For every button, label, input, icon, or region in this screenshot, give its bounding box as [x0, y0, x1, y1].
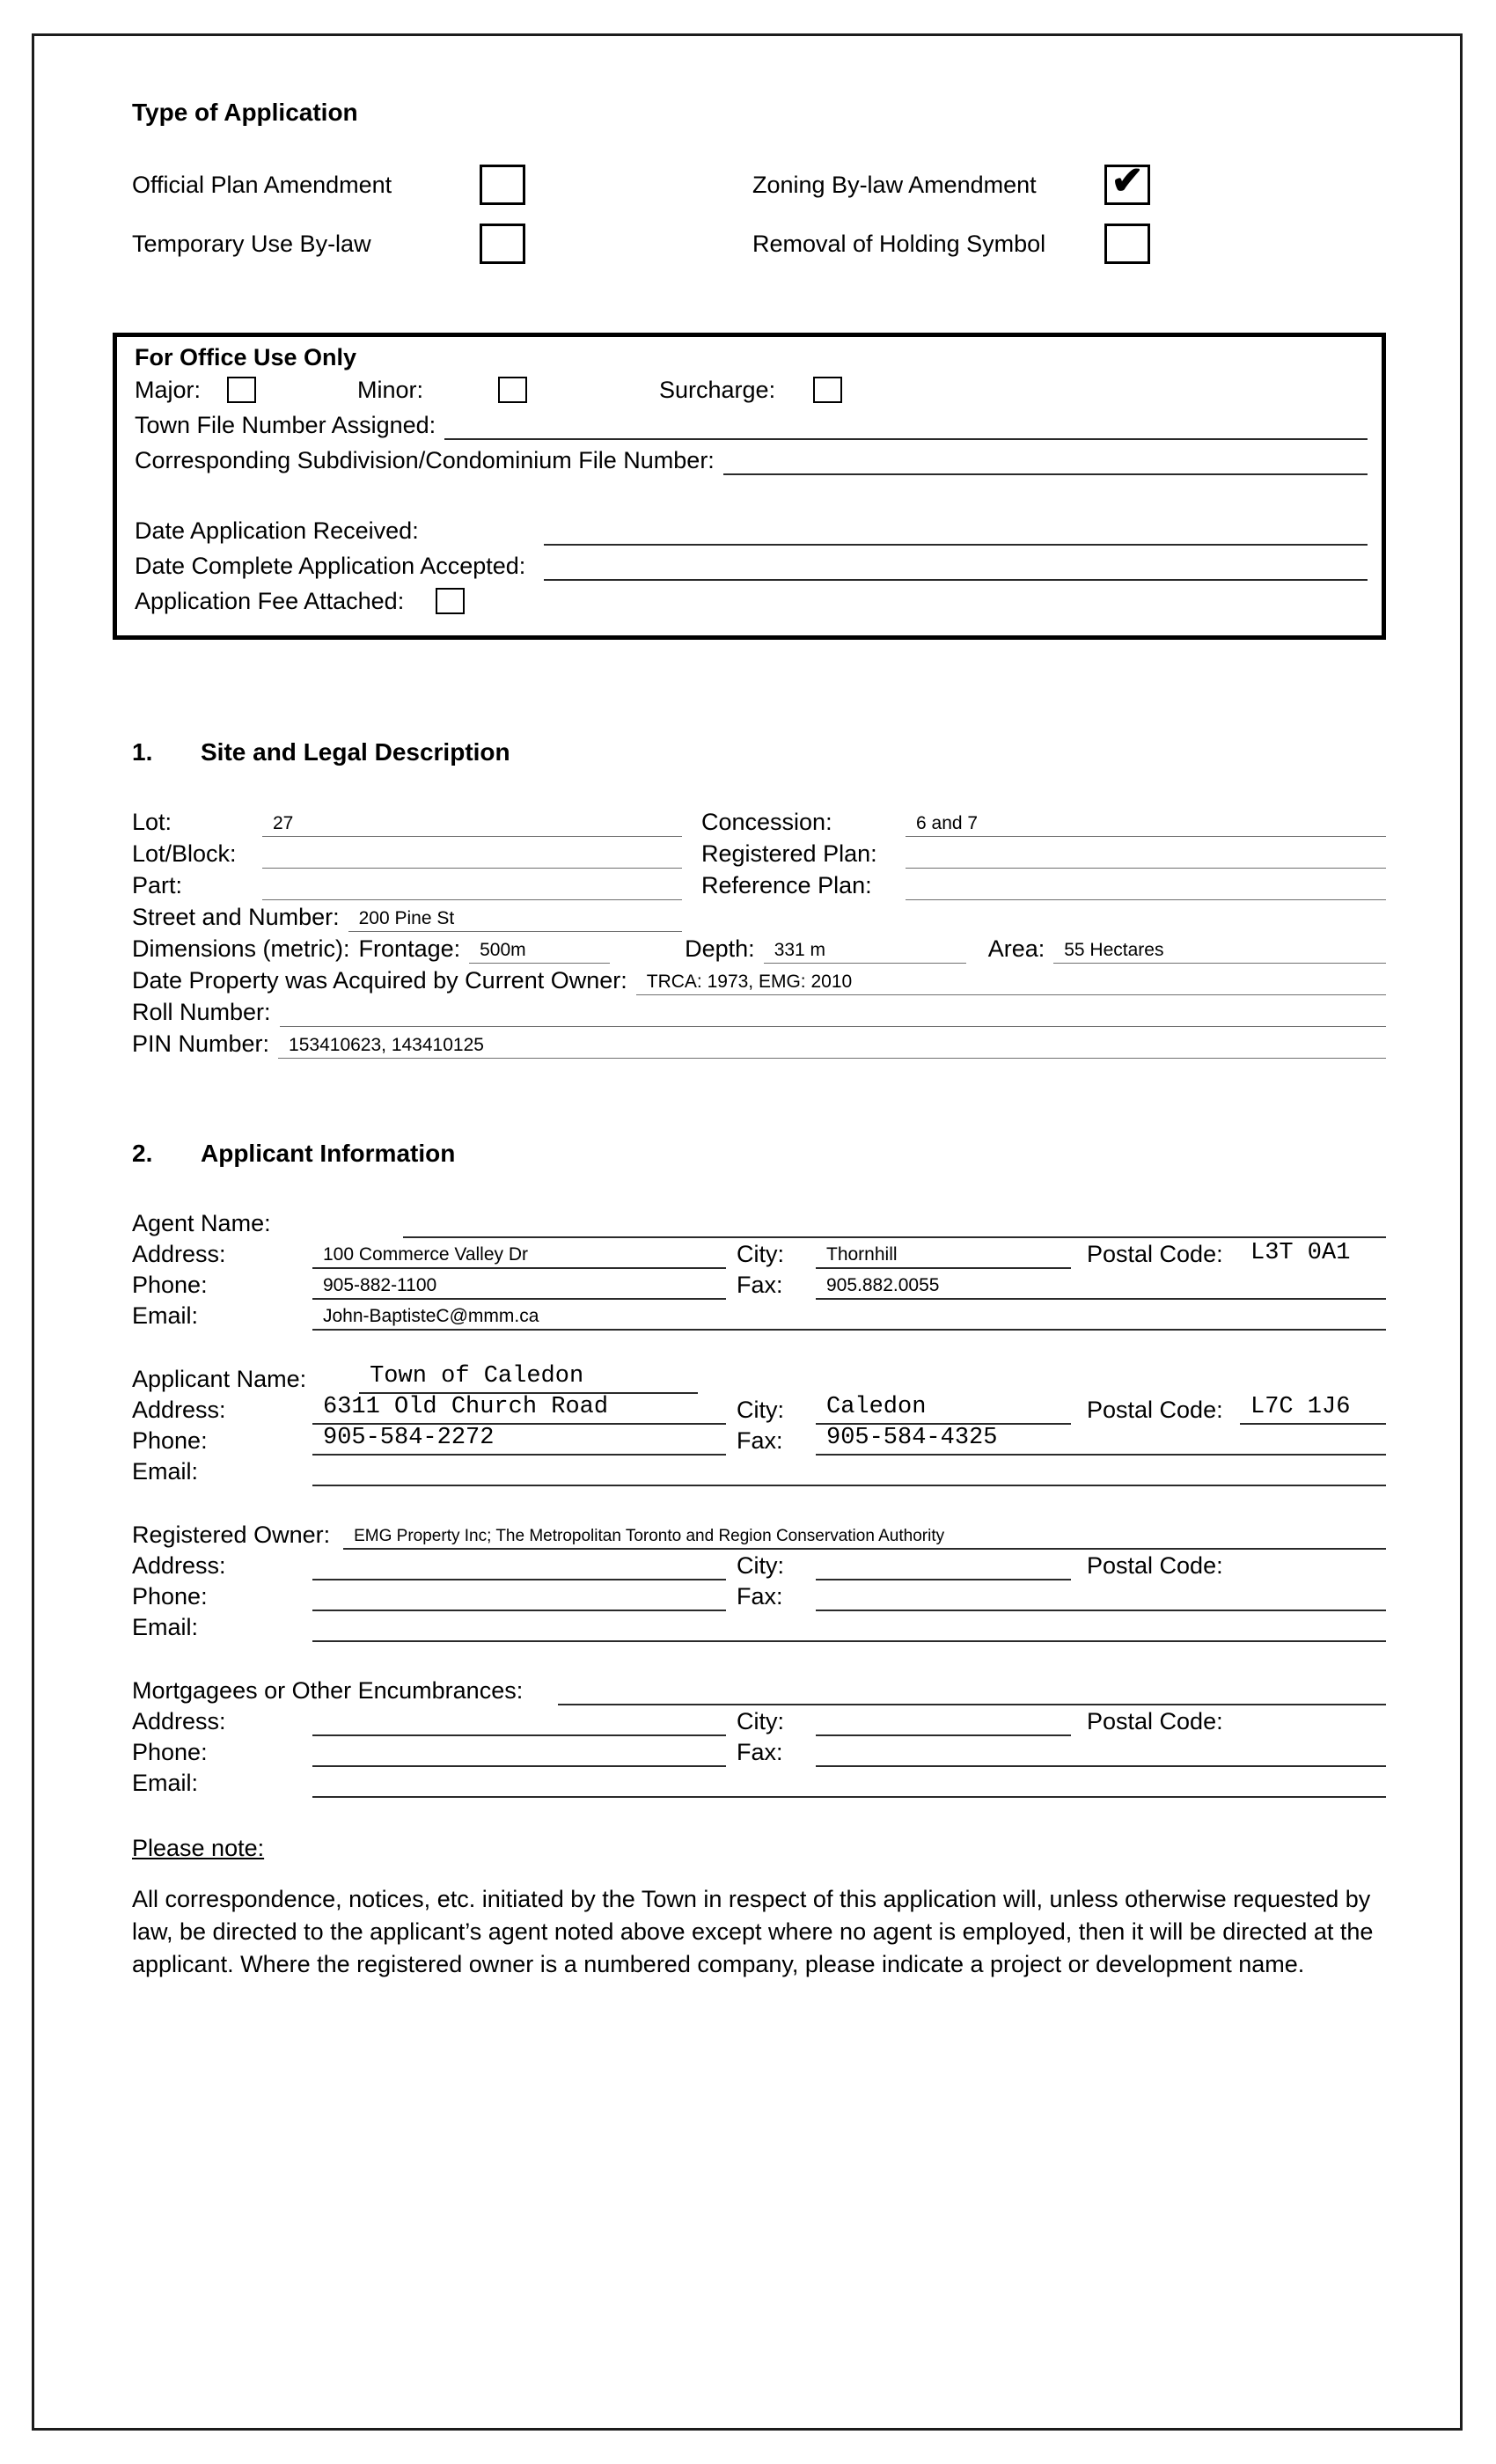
registered-owner-name-row — [132, 1520, 1386, 1550]
zoning-bylaw-amendment-label: Zoning By-law Amendment — [752, 171, 1037, 198]
registered-plan-label: Registered Plan: — [701, 840, 877, 867]
type-of-application-section — [132, 99, 1386, 264]
mortgagees-phone-label: Phone: — [132, 1739, 208, 1765]
major-checkbox[interactable] — [227, 377, 256, 403]
pin-number-label: PIN Number: — [132, 1030, 270, 1057]
registered-owner-label: Registered Owner: — [132, 1522, 331, 1548]
subdivision-file-number-row — [135, 445, 1368, 475]
agent-email-row — [132, 1301, 1386, 1331]
surcharge-label: Surcharge: — [659, 377, 776, 403]
concession-label: Concession: — [701, 809, 832, 835]
section2-number: 2. — [132, 1140, 153, 1167]
applicant-name-row — [132, 1364, 1386, 1394]
zoning-bylaw-amendment-checkbox[interactable] — [1104, 158, 1150, 205]
agent-name-field[interactable] — [403, 1208, 1386, 1238]
mortgagees-label: Mortgagees or Other Encumbrances: — [132, 1677, 524, 1704]
checkmark: ✔ — [1111, 158, 1144, 202]
roll-number-field[interactable] — [280, 997, 1386, 1027]
section2-heading — [132, 1140, 1386, 1168]
agent-postal-field[interactable]: L3T 0A1 — [1250, 1240, 1351, 1267]
town-file-number-row — [135, 410, 1368, 440]
removal-holding-symbol-checkbox[interactable] — [1104, 224, 1150, 264]
registered-owner-address-label: Address: — [132, 1552, 226, 1579]
applicant-fax-field[interactable]: 905-584-4325 — [816, 1426, 1386, 1456]
mortgagees-address-label: Address: — [132, 1708, 226, 1734]
lot-block-field[interactable] — [262, 839, 682, 869]
part-referenceplan-row — [132, 870, 1386, 900]
mortgagees-name-row — [132, 1676, 1386, 1705]
applicant-city-field[interactable]: Caledon — [816, 1395, 1071, 1425]
agent-email-label: Email: — [132, 1302, 199, 1329]
mortgagees-city-field[interactable] — [816, 1706, 1071, 1736]
mortgagees-phone-field[interactable] — [312, 1737, 726, 1767]
office-use-box — [113, 333, 1386, 640]
town-file-number-field[interactable] — [444, 410, 1368, 440]
applicant-email-row — [132, 1456, 1386, 1486]
roll-number-row — [132, 997, 1386, 1027]
agent-postal-label: Postal Code: — [1087, 1241, 1223, 1267]
date-accepted-label: Date Complete Application Accepted: — [135, 553, 526, 579]
agent-phone-field[interactable]: 905-882-1100 — [312, 1270, 726, 1300]
registered-owner-city-field[interactable] — [816, 1551, 1071, 1580]
mortgagees-fax-label: Fax: — [737, 1739, 783, 1765]
reference-plan-field[interactable] — [906, 870, 1386, 900]
date-received-row — [135, 516, 1368, 546]
roll-number-label: Roll Number: — [132, 999, 271, 1025]
registered-owner-city-label: City: — [737, 1552, 784, 1579]
subdivision-file-number-label: Corresponding Subdivision/Condominium File Number: — [135, 447, 715, 473]
agent-email-field[interactable]: John-BaptisteC@mmm.ca — [312, 1301, 1386, 1331]
registered-plan-field[interactable] — [906, 839, 1386, 869]
street-number-row — [132, 902, 1386, 932]
applicant-name-field[interactable]: Town of Caledon — [359, 1364, 698, 1394]
office-use-spacer — [135, 480, 1368, 516]
lot-field[interactable]: 27 — [262, 807, 682, 837]
registered-owner-fax-field[interactable] — [816, 1581, 1386, 1611]
section1-heading — [132, 738, 1386, 766]
depth-field[interactable]: 331 m — [764, 934, 966, 964]
type-of-application-heading: Type of Application — [132, 99, 358, 126]
registered-owner-postal-label: Postal Code: — [1087, 1552, 1223, 1579]
street-number-label: Street and Number: — [132, 904, 340, 930]
please-note-section — [132, 1835, 1386, 1981]
date-received-label: Date Application Received: — [135, 517, 419, 544]
dimensions-row — [132, 934, 1386, 964]
mortgagees-block — [132, 1676, 1386, 1798]
registered-owner-email-label: Email: — [132, 1614, 199, 1640]
registered-owner-address-row — [132, 1551, 1386, 1580]
applicant-phone-field[interactable]: 905-584-2272 — [312, 1426, 726, 1456]
official-plan-amendment-checkbox[interactable] — [480, 165, 525, 205]
surcharge-checkbox[interactable] — [813, 377, 842, 403]
section1-number: 1. — [132, 738, 153, 766]
registered-owner-name-field[interactable]: EMG Property Inc; The Metropolitan Toronto and Region Conservation Authority — [343, 1520, 1386, 1550]
section1-title: Site and Legal Description — [201, 738, 510, 766]
applicant-city-label: City: — [737, 1397, 784, 1423]
applicant-fax-label: Fax: — [737, 1427, 783, 1454]
town-file-number-label: Town File Number Assigned: — [135, 412, 436, 438]
agent-city-label: City: — [737, 1241, 784, 1267]
agent-address-label: Address: — [132, 1241, 226, 1267]
applicant-postal-field[interactable]: L7C 1J6 — [1240, 1395, 1386, 1425]
section2-title: Applicant Information — [201, 1140, 456, 1167]
registered-owner-email-field[interactable] — [312, 1612, 1386, 1642]
major-label: Major: — [135, 377, 202, 403]
lotblock-registeredplan-row — [132, 839, 1386, 869]
minor-checkbox[interactable] — [498, 377, 527, 403]
frontage-label: Frontage: — [358, 935, 461, 962]
applicant-email-label: Email: — [132, 1458, 199, 1485]
area-label: Area: — [987, 935, 1045, 962]
date-acquired-field[interactable]: TRCA: 1973, EMG: 2010 — [636, 965, 1386, 995]
mortgagees-email-label: Email: — [132, 1770, 199, 1796]
agent-name-label: Agent Name: — [132, 1210, 271, 1236]
lot-label: Lot: — [132, 809, 172, 835]
part-field[interactable] — [262, 870, 682, 900]
fee-attached-checkbox[interactable] — [436, 588, 465, 614]
minor-label: Minor: — [357, 377, 424, 403]
subdivision-file-number-field[interactable] — [723, 445, 1368, 475]
registered-owner-phone-field[interactable] — [312, 1581, 726, 1611]
mortgagees-address-field[interactable] — [312, 1706, 726, 1736]
registered-owner-fax-label: Fax: — [737, 1583, 783, 1610]
site-legal-description-section — [132, 738, 1386, 1059]
registered-owner-address-field[interactable] — [312, 1551, 726, 1580]
date-acquired-label: Date Property was Acquired by Current Owner: — [132, 967, 627, 994]
street-number-field[interactable]: 200 Pine St — [348, 902, 682, 932]
area-field[interactable]: 55 Hectares — [1053, 934, 1386, 964]
part-label: Part: — [132, 872, 183, 898]
agent-fax-field[interactable]: 905.882.0055 — [816, 1270, 1386, 1300]
registered-owner-postal-field[interactable] — [1240, 1551, 1386, 1580]
office-use-checkbox-row — [135, 375, 1368, 405]
mortgagees-email-row — [132, 1768, 1386, 1798]
please-note-body: All correspondence, notices, etc. initiated by the Town in respect of this application will, unless otherwise requested by law, be directed to the applicant’s agent noted above except where no agent is employed, then it will be directed at the applicant. Where the registered owner is a numbered company, please indicate a project or development name. — [132, 1886, 1374, 1977]
mortgagees-phone-row — [132, 1737, 1386, 1767]
dimensions-label: Dimensions (metric): — [132, 935, 350, 962]
reference-plan-label: Reference Plan: — [701, 872, 872, 898]
applicant-information-section — [132, 1140, 1386, 1981]
office-use-heading: For Office Use Only — [135, 344, 357, 370]
applicant-address-label: Address: — [132, 1397, 226, 1423]
agent-phone-label: Phone: — [132, 1272, 208, 1298]
agent-city-field[interactable]: Thornhill — [816, 1239, 1071, 1269]
frontage-field[interactable]: 500m — [469, 934, 610, 964]
applicant-address-row — [132, 1395, 1386, 1425]
applicant-postal-label: Postal Code: — [1087, 1397, 1223, 1423]
lot-block-label: Lot/Block: — [132, 840, 237, 867]
agent-block — [132, 1208, 1386, 1331]
mortgagees-postal-label: Postal Code: — [1087, 1708, 1223, 1734]
agent-address-field[interactable]: 100 Commerce Valley Dr — [312, 1239, 726, 1269]
mortgagees-city-label: City: — [737, 1708, 784, 1734]
fee-attached-label: Application Fee Attached: — [135, 588, 405, 614]
mortgagees-address-row — [132, 1706, 1386, 1736]
agent-address-row — [132, 1239, 1386, 1269]
date-accepted-row — [135, 551, 1368, 581]
registered-owner-email-row — [132, 1612, 1386, 1642]
official-plan-amendment-label: Official Plan Amendment — [132, 171, 392, 198]
lot-concession-row — [132, 807, 1386, 837]
registered-owner-block — [132, 1520, 1386, 1642]
concession-field[interactable]: 6 and 7 — [906, 807, 1386, 837]
registered-owner-phone-label: Phone: — [132, 1583, 208, 1610]
type-of-application-options — [132, 158, 1386, 264]
please-note-heading: Please note: — [132, 1835, 265, 1861]
applicant-phone-row — [132, 1426, 1386, 1456]
mortgagees-fax-field[interactable] — [816, 1737, 1386, 1767]
date-acquired-row — [132, 965, 1386, 995]
applicant-name-label: Applicant Name: — [132, 1366, 307, 1392]
date-received-field[interactable] — [544, 516, 1368, 546]
agent-name-row — [132, 1208, 1386, 1238]
pin-number-field[interactable]: 153410623, 143410125 — [278, 1029, 1386, 1059]
pin-number-row — [132, 1029, 1386, 1059]
date-accepted-field[interactable] — [544, 551, 1368, 581]
applicant-email-field[interactable] — [312, 1456, 1386, 1486]
removal-holding-symbol-label: Removal of Holding Symbol — [752, 230, 1046, 257]
temporary-use-bylaw-checkbox[interactable] — [480, 224, 525, 264]
mortgagees-postal-field[interactable] — [1240, 1706, 1386, 1736]
mortgagees-email-field[interactable] — [312, 1768, 1386, 1798]
depth-label: Depth: — [685, 935, 755, 962]
applicant-block — [132, 1364, 1386, 1486]
agent-phone-row — [132, 1270, 1386, 1300]
agent-fax-label: Fax: — [737, 1272, 783, 1298]
temporary-use-bylaw-label: Temporary Use By-law — [132, 230, 371, 257]
mortgagees-name-field[interactable] — [558, 1676, 1386, 1705]
registered-owner-phone-row — [132, 1581, 1386, 1611]
applicant-address-field[interactable]: 6311 Old Church Road — [312, 1395, 726, 1425]
fee-attached-row — [135, 586, 1368, 616]
applicant-phone-label: Phone: — [132, 1427, 208, 1454]
